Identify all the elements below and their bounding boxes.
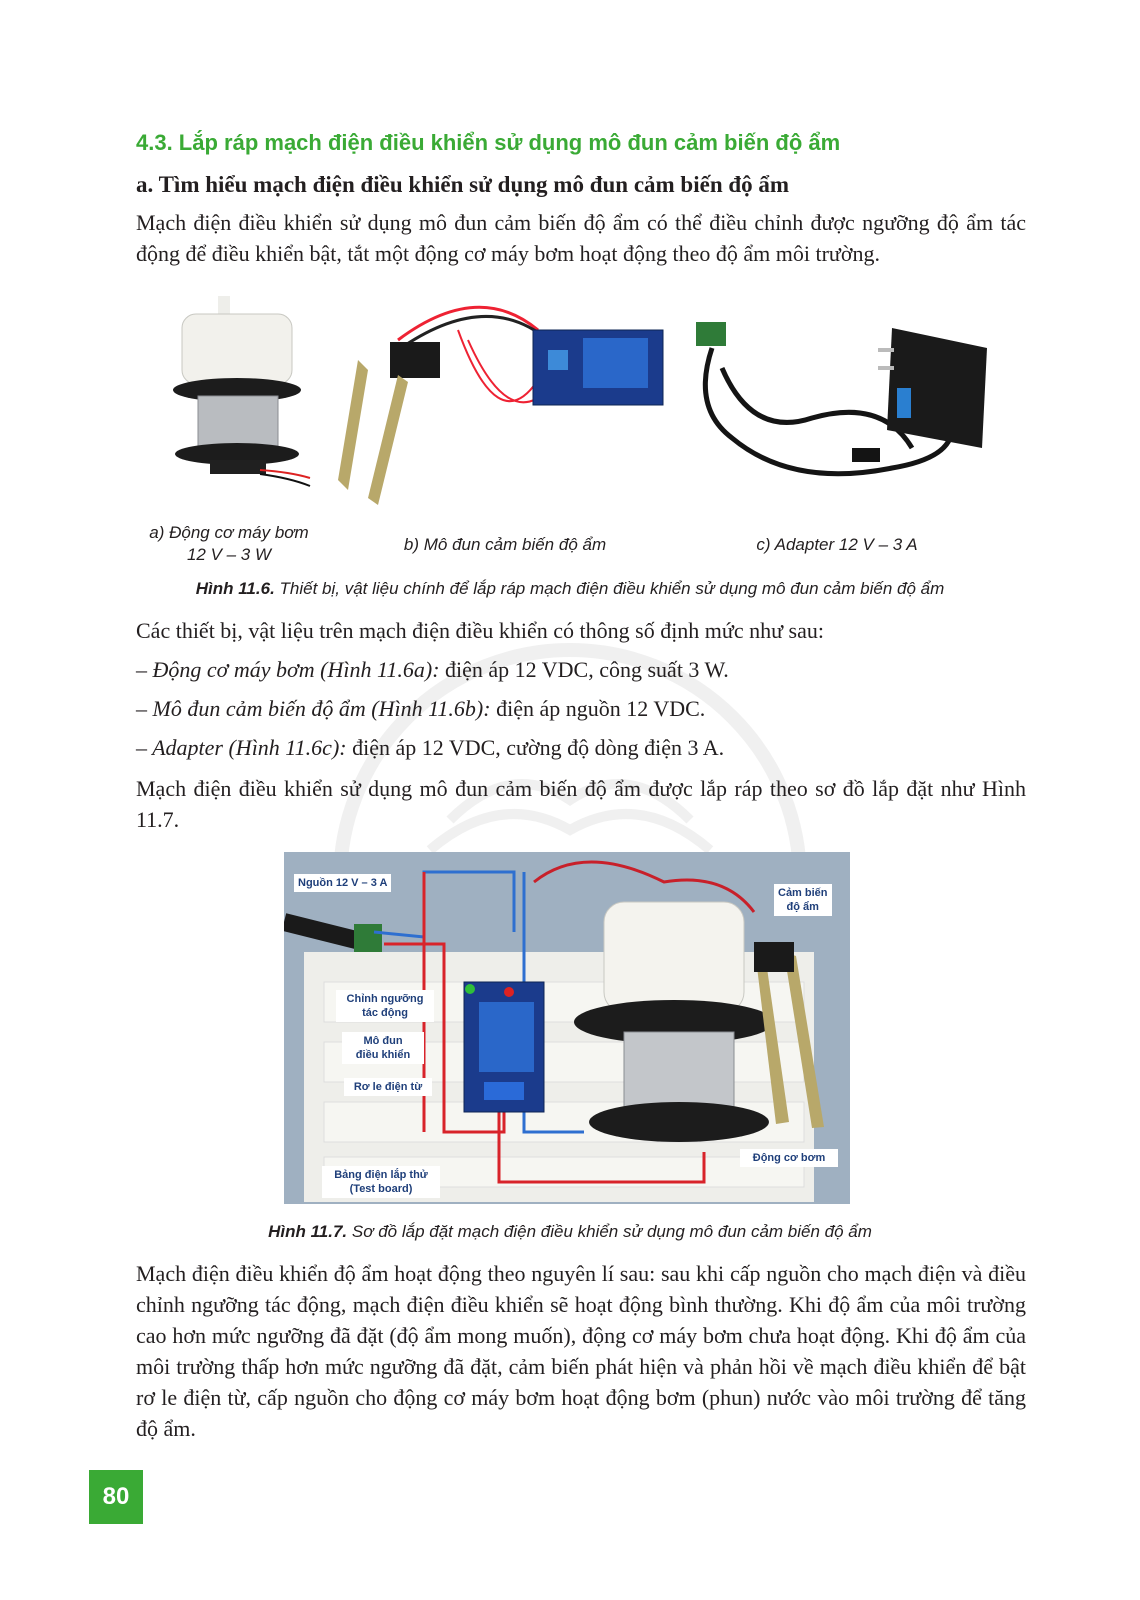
- callout-sensor-line2: độ ẩm: [786, 901, 819, 913]
- specs-lead: Các thiết bị, vật liệu trên mạch điện điều khiển có thông số định mức như sau:: [136, 618, 824, 643]
- spec-item-adapter: [136, 733, 1026, 763]
- spec-item-sensor-name: – Mô đun cảm biến độ ẩm (Hình 11.6b):: [136, 696, 491, 721]
- spec-item-sensor: [136, 694, 1026, 724]
- callout-module-line2: điều khiển: [355, 1049, 411, 1061]
- callout-threshold-line2: tác động: [362, 1007, 408, 1019]
- subcaption-c: c) Adapter 12 V – 3 A: [756, 535, 918, 554]
- callout-sensor: [774, 884, 832, 916]
- figure-11-7-text: Sơ đồ lắp đặt mạch điện điều khiển sử dụng mô đun cảm biến độ ẩm: [347, 1222, 872, 1241]
- page-number: 80: [89, 1470, 143, 1524]
- callout-motor: Động cơ bơm: [740, 1149, 838, 1167]
- callout-sensor-line1: Cảm biến: [778, 887, 828, 899]
- spec-item-sensor-text: điện áp nguồn 12 VDC.: [490, 696, 706, 721]
- subcaption-a-line1: a) Động cơ máy bơm: [149, 523, 309, 542]
- spec-item-adapter-text: điện áp 12 VDC, cường độ dòng điện 3 A.: [346, 735, 725, 760]
- adapter-photo: [692, 318, 992, 498]
- subcaption-b: b) Mô đun cảm biến độ ẩm: [403, 535, 607, 554]
- wiring-diagram-photo: [284, 852, 850, 1204]
- callout-power: Nguồn 12 V – 3 A: [294, 874, 391, 892]
- spec-item-pump-name: – Động cơ máy bơm (Hình 11.6a):: [136, 657, 440, 682]
- figure-11-7-label: Hình 11.7.: [268, 1222, 348, 1241]
- section-heading: 4.3. Lắp ráp mạch điện điều khiển sử dụng mô đun cảm biến độ ẩm: [136, 130, 841, 155]
- humidity-sensor-module-photo: [338, 290, 678, 520]
- callout-test-board-line2: (Test board): [349, 1183, 413, 1195]
- spec-item-pump: [136, 655, 1026, 685]
- callout-module-line1: Mô đun: [363, 1035, 403, 1047]
- figure-11-6-caption: [130, 579, 1010, 599]
- callout-test-board-line1: Bảng điện lắp thử: [334, 1169, 428, 1181]
- callout-relay: Rơ le điện từ: [344, 1078, 432, 1096]
- subcaption-a-line2: 12 V – 3 W: [186, 545, 272, 564]
- sub-heading: a. Tìm hiểu mạch điện điều khiển sử dụng mô đun cảm biến độ ẩm: [136, 172, 790, 197]
- figure-11-6-text: Thiết bị, vật liệu chính để lắp ráp mạch điện điều khiển sử dụng mô đun cảm biến độ ẩm: [274, 579, 945, 598]
- callout-module: [342, 1032, 424, 1064]
- subcaption-a: [134, 522, 324, 566]
- callout-threshold-line1: Chỉnh ngưỡng: [346, 993, 424, 1005]
- pump-motor-photo: [160, 292, 320, 512]
- assembly-paragraph: Mạch điện điều khiển sử dụng mô đun cảm biến độ ẩm được lắp ráp theo sơ đồ lắp đặt như Hình 11.7.: [136, 776, 1026, 832]
- spec-item-pump-text: điện áp 12 VDC, công suất 3 W.: [439, 657, 729, 682]
- callout-threshold: [336, 990, 434, 1022]
- callout-test-board: [322, 1166, 440, 1198]
- figure-11-6-label: Hình 11.6.: [195, 579, 275, 598]
- spec-item-adapter-name: – Adapter (Hình 11.6c):: [136, 735, 347, 760]
- principle-paragraph: Mạch điện điều khiển độ ẩm hoạt động theo nguyên lí sau: sau khi cấp nguồn cho mạch điện và điều chỉnh ngưỡng tác động, mạch điện điều khiển sẽ hoạt động bình thường. Khi độ ẩm của môi trường cao hơn mức ngưỡng đã đặt (độ ẩm mong muốn), động cơ máy bơm chưa hoạt động. Khi độ ẩm của môi trường thấp hơn mức ngưỡng đã đặt, cảm biến phát hiện và phản hồi về mạch điều khiển để bật rơ le điện từ, cấp nguồn cho động cơ máy bơm hoạt động bơm (phun) nước vào môi trường để tăng độ ẩm.: [136, 1261, 1026, 1441]
- intro-paragraph: Mạch điện điều khiển sử dụng mô đun cảm biến độ ẩm có thể điều chỉnh được ngưỡng độ ẩm tác động để điều khiển bật, tắt một động cơ máy bơm hoạt động theo độ ẩm môi trường.: [136, 210, 1026, 266]
- figure-11-7-caption: [190, 1222, 950, 1242]
